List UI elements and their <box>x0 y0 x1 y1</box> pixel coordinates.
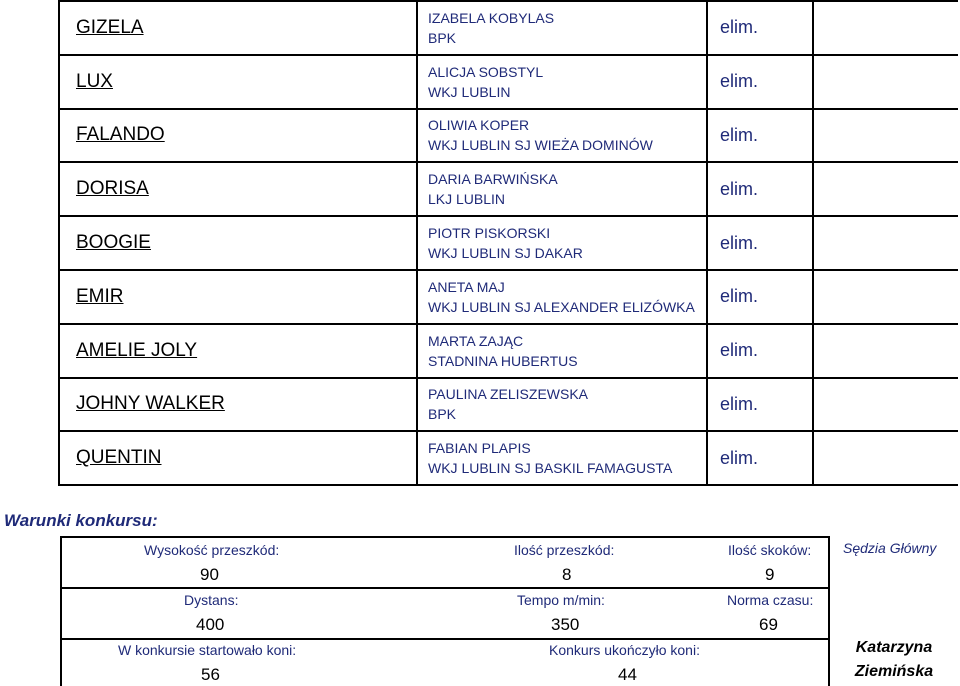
empty-cell <box>813 162 958 216</box>
started-label: W konkursie startowało koni: <box>118 642 297 658</box>
rider-cell <box>417 324 707 378</box>
time-label: Norma czasu: <box>727 592 814 608</box>
rider-club: WKJ LUBLIN SJ BASKIL FAMAGUSTA <box>428 460 673 477</box>
rider-cell <box>417 1 707 55</box>
rider-name: OLIWIA KOPER <box>428 117 530 134</box>
rider-cell <box>417 109 707 163</box>
result-cell <box>707 378 813 432</box>
distance-value: 400 <box>196 615 225 634</box>
judge-first-name: Katarzyna <box>855 639 933 656</box>
result-row <box>59 1 958 55</box>
finished-label: Konkurs ukończyło koni: <box>549 642 700 658</box>
rider-name: IZABELA KOBYLAS <box>428 9 555 26</box>
rider-name: ALICJA SOBSTYL <box>428 63 544 80</box>
finished-value: 44 <box>618 665 637 684</box>
conditions-panel <box>60 536 830 686</box>
result-row <box>59 109 958 163</box>
result-value: elim. <box>720 447 759 468</box>
judge-title: Sędzia Główny <box>843 540 937 556</box>
result-cell <box>707 55 813 109</box>
horse-name: AMELIE JOLY <box>76 339 198 361</box>
result-value: elim. <box>720 286 759 307</box>
tempo-value: 350 <box>551 615 580 634</box>
rider-name: FABIAN PLAPIS <box>428 440 531 457</box>
horse-cell <box>59 431 417 485</box>
horse-name: EMIR <box>76 285 124 307</box>
result-row <box>59 378 958 432</box>
divider <box>62 638 828 640</box>
judge-name <box>830 636 958 684</box>
result-row <box>59 162 958 216</box>
horse-cell <box>59 162 417 216</box>
result-cell <box>707 109 813 163</box>
horse-name: BOOGIE <box>76 232 151 254</box>
horse-name: LUX <box>76 70 113 92</box>
result-value: elim. <box>720 340 759 361</box>
result-cell <box>707 270 813 324</box>
empty-cell <box>813 324 958 378</box>
horse-cell <box>59 270 417 324</box>
result-value: elim. <box>720 178 759 199</box>
horse-cell <box>59 109 417 163</box>
started-value: 56 <box>201 665 220 684</box>
result-value: elim. <box>720 393 759 414</box>
rider-name: MARTA ZAJĄC <box>428 332 524 349</box>
rider-cell <box>417 431 707 485</box>
result-cell <box>707 431 813 485</box>
horse-name: DORISA <box>76 178 149 200</box>
rider-club: LKJ LUBLIN <box>428 191 506 208</box>
result-cell <box>707 216 813 270</box>
horse-name: GIZELA <box>76 16 144 38</box>
jumps-label: Ilość skoków: <box>728 542 812 558</box>
horse-cell <box>59 378 417 432</box>
time-value: 69 <box>759 615 778 634</box>
result-value: elim. <box>720 71 759 92</box>
tempo-label: Tempo m/min: <box>517 592 605 608</box>
rider-cell <box>417 378 707 432</box>
results-table <box>58 0 958 486</box>
conditions-title: Warunki konkursu: <box>4 511 158 530</box>
result-value: elim. <box>720 124 759 145</box>
rider-cell <box>417 162 707 216</box>
horse-cell <box>59 216 417 270</box>
result-row <box>59 216 958 270</box>
rider-club: WKJ LUBLIN SJ ALEXANDER ELIZÓWKA <box>428 298 695 315</box>
jumps-value: 9 <box>765 565 775 584</box>
result-row <box>59 55 958 109</box>
height-label: Wysokość przeszkód: <box>144 542 280 558</box>
empty-cell <box>813 1 958 55</box>
horse-cell <box>59 55 417 109</box>
empty-cell <box>813 216 958 270</box>
result-value: elim. <box>720 17 759 38</box>
rider-club: STADNINA HUBERTUS <box>428 352 578 369</box>
horse-cell <box>59 324 417 378</box>
horse-name: FALANDO <box>76 124 165 146</box>
divider <box>62 587 828 589</box>
rider-club: WKJ LUBLIN <box>428 83 511 100</box>
distance-label: Dystans: <box>184 592 239 608</box>
rider-club: WKJ LUBLIN SJ DAKAR <box>428 245 583 262</box>
result-row <box>59 431 958 485</box>
rider-club: BPK <box>428 406 457 423</box>
result-cell <box>707 162 813 216</box>
empty-cell <box>813 431 958 485</box>
horse-cell <box>59 1 417 55</box>
rider-name: PIOTR PISKORSKI <box>428 225 551 242</box>
horse-name: JOHNY WALKER <box>76 393 225 415</box>
rider-cell <box>417 55 707 109</box>
judge-box <box>830 536 960 686</box>
rider-name: PAULINA ZELISZEWSKA <box>428 386 589 403</box>
obstacles-value: 8 <box>562 565 572 584</box>
empty-cell <box>813 378 958 432</box>
height-value: 90 <box>200 565 219 584</box>
rider-cell <box>417 216 707 270</box>
horse-name: QUENTIN <box>76 447 162 469</box>
rider-club: BPK <box>428 29 457 46</box>
judge-last-name: Ziemińska <box>854 663 934 680</box>
empty-cell <box>813 270 958 324</box>
rider-club: WKJ LUBLIN SJ WIEŻA DOMINÓW <box>428 137 653 154</box>
obstacles-label: Ilość przeszkód: <box>514 542 615 558</box>
result-cell <box>707 1 813 55</box>
rider-name: ANETA MAJ <box>428 278 505 295</box>
empty-cell <box>813 55 958 109</box>
result-row <box>59 324 958 378</box>
result-row <box>59 270 958 324</box>
result-value: elim. <box>720 232 759 253</box>
rider-name: DARIA BARWIŃSKA <box>428 171 558 188</box>
result-cell <box>707 324 813 378</box>
empty-cell <box>813 109 958 163</box>
rider-cell <box>417 270 707 324</box>
